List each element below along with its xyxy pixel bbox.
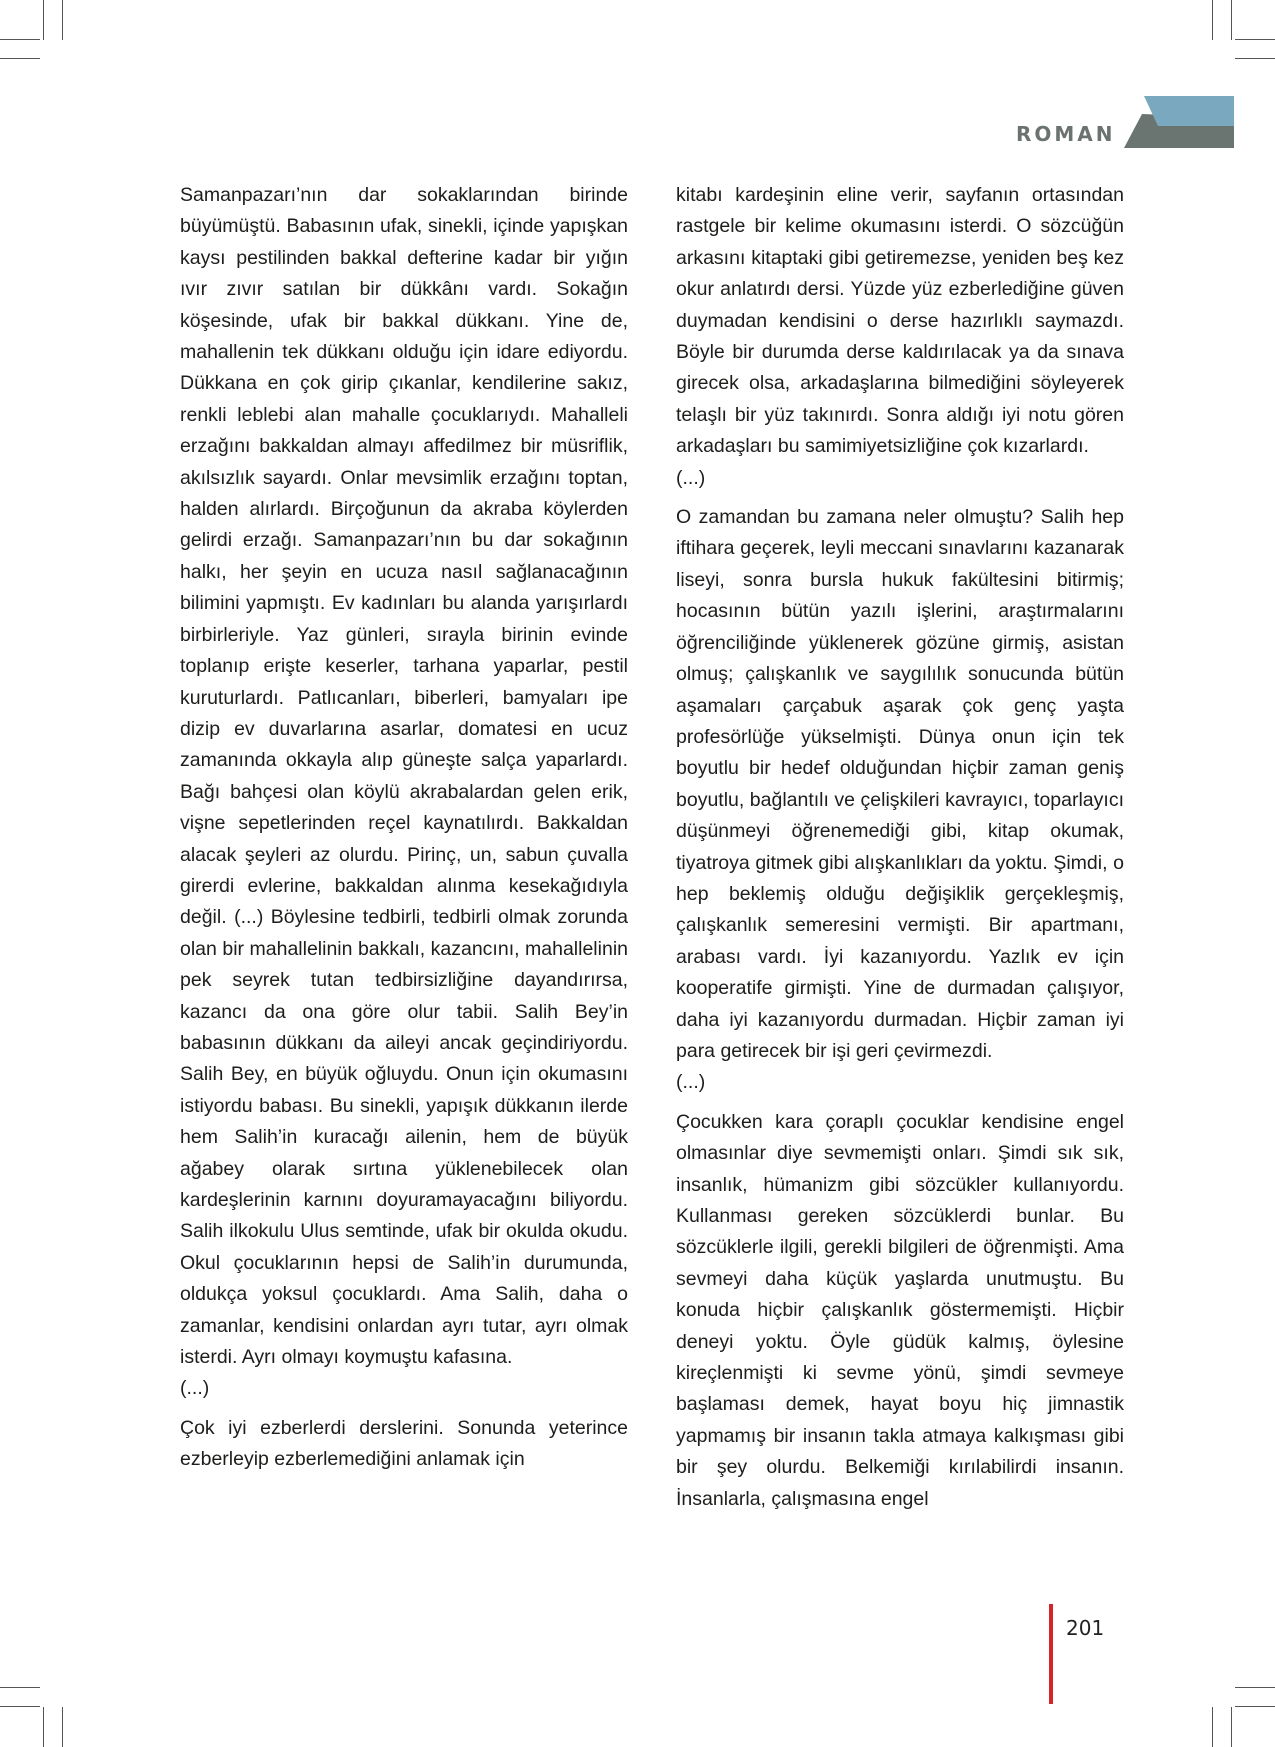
crop-mark [0, 1687, 40, 1688]
crop-mark [43, 0, 44, 40]
crop-mark [62, 0, 63, 40]
ellipsis: (...) [676, 466, 706, 489]
crop-mark [1212, 1707, 1213, 1747]
paragraph: Çocukken kara çoraplı çocuklar kendisine engel olmasınlar diye sevmemişti onları. Şimdi sık sık, insanlık, hümanizm gibi sözcükler kullanıyordu. Kullanması gereken sözcüklerdi bunlar. Bu sözcüklerle ilgili, gerekli bilgileri de öğrenmişti. Ama sevmeyi daha küçük yaşlarda unutmuştu. Bu konuda hiçbir çalışkanlık göstermemişti. Hiçbir deneyi yoktu. Öyle güdük kalmış, öylesine kireçlenmişti ki sevme yönü, şimdi sevmeye başlaması demek, hayat boyu hiç jimnastik yapmamış bir insanın takla atmaya kalkışması gibi bir şey olurdu. Belkemiği kırılabilirdi insanın. İnsanlarla, çalışmasına engel [676, 1110, 1124, 1510]
crop-mark [1235, 1706, 1275, 1707]
paragraph: Çok iyi ezberlerdi derslerini. Sonunda yeterince ezberleyip ezberlemediğini anlamak için [180, 1416, 628, 1471]
paragraph: O zamandan bu zamana neler olmuştu? Salih hep iftihara geçerek, leyli meccani sınavlarını kazanarak liseyi, sonra bursla hukuk fakültesini bitirmiş; hocasının bütün yazılı işlerini, araştırmalarını öğrenciliğinde yüklenerek gözüne girmiş, asistan olmuş; çalışkanlık ve saygılılık sonucunda bütün aşamaları çarçabuk aşarak çok genç yaşta profesörlüğe yükselmişti. Dünya onun için tek boyutlu bir hedef olduğundan hiçbir zaman geniş boyutlu, bağlantılı ve çelişkileri kavrayıcı, toparlayıcı düşünmeyi öğrenemediği gibi, kitap okumak, tiyatroya gitmek gibi alışkanlıkları da yoktu. Şimdi, o hep beklemiş olduğu değişiklik gerçekleşmiş, çalışkanlık semeresini vermişti. Bir apartmanı, arabası vardı. İyi kazanıyordu. Yazlık ev için kooperatife girmişti. Yine de durmadan çalışıyor, daha iyi kazanıyordu durmadan. Hiçbir zaman iyi para getirecek bir işi geri çevirmezdi. [676, 506, 1124, 1062]
crop-mark [0, 58, 40, 59]
crop-mark [1235, 1687, 1275, 1688]
section-decoration [1124, 96, 1234, 148]
crop-mark [1231, 1707, 1232, 1747]
section-label: ROMAN [1016, 122, 1116, 146]
crop-mark [62, 1707, 63, 1747]
crop-mark [1231, 0, 1232, 40]
crop-mark [1235, 58, 1275, 59]
page-marker [1049, 1604, 1053, 1704]
paragraph: kitabı kardeşinin eline verir, sayfanın ortasından rastgele bir kelime okumasını isterdi. O sözcüğün arkasını kitaptaki gibi getiremezse, yeniden beş kez okur anlatırdı dersi. Yüzde yüz ezberlediğine güven duymadan kendisini o derse hazırlıklı saymazdı. Böyle bir durumda derse kaldırılacak ya da sınava girecek olsa, arkadaşlarına bilmediğini söyleyerek telaşlı bir yüz takınırdı. Sonra aldığı iyi notu gören arkadaşları bu samimiyetsizliğine çok kızarlardı. [676, 184, 1124, 458]
crop-mark [0, 1706, 40, 1707]
crop-mark [0, 39, 40, 40]
crop-mark [1212, 0, 1213, 40]
ellipsis: (...) [676, 1071, 706, 1094]
page-number: 201 [1066, 1616, 1105, 1640]
ellipsis: (...) [180, 1377, 210, 1400]
right-column [676, 180, 1124, 1515]
crop-mark [43, 1707, 44, 1747]
section-shape-teal [1144, 96, 1234, 126]
paragraph: Samanpazarı’nın dar sokaklarından birinde büyümüştü. Babasının ufak, sinekli, içinde yapışkan kaysı pestilinden bakkal defterine kadar bir yığın ıvır zıvır satılan bir dükkânı vardı. Sokağın köşesinde, ufak bir bakkal dükkanı. Yine de, mahallenin tek dükkanı olduğu için idare ediyordu. Dükkana en çok girip çıkanlar, kendilerine sakız, renkli leblebi alan mahalle çocuklarıydı. Mahalleli erzağını bakkaldan almayı affedilmez bir müsriflik, akılsızlık sayardı. Onlar mevsimlik erzağını toptan, halden alırlardı. Birçoğunun da akraba köylerden gelirdi erzağı. Samanpazarı’nın bu dar sokağının halkı, her şeyin en ucuza nasıl sağlanacağının bilimini yapmıştı. Ev kadınları bu alanda yarışırlardı birbirleriyle. Yaz günleri, sırayla birinin evinde toplanıp erişte keserler, tarhana yaparlar, pestil kuruturlardı. Patlıcanları, biberleri, bamyaları ipe dizip ev duvarlarına asarlar, domatesi en ucuz zamanında okkayla alıp güneşte salça yaparlardı. Bağı bahçesi olan köylü akrabalardan gelen erik, vişne sepetlerinden reçel kaynatılırdı. Bakkaldan alacak şeyleri az olurdu. Pirinç, un, sabun çuvalla girerdi evlerine, bakkaldan alınma kesekağıdıyla değil. (...) Böylesine tedbirli, tedbirli olmak zorunda olan bir mahallelinin bakkalı, kazancını, mahallelinin pek seyrek tutan tedbirsizliğine dayandırırsa, kazancı da ona göre olur tabii. Salih Bey’in babasının dükkanı da aileyi ancak geçindiriyordu. Salih Bey, en büyük oğluydu. Onun için okumasını istiyordu babası. Bu sinekli, yapışık dükkanın ilerde hem Salih’in kuracağı ailenin, hem de büyük ağabey olarak sırtına yüklenebilecek olan kardeşlerinin karnını doyuramayacağını biliyordu. Salih ilkokulu Ulus semtinde, ufak bir okulda okudu. Okul çocuklarının hepsi de Salih’in durumunda, oldukça yoksul çocuklardı. Ama Salih, daha o zamanlar, kendisini onlardan ayrı tutar, ayrı olmak isterdi. Ayrı olmayı koymuştu kafasına. [180, 184, 628, 1369]
crop-mark [1235, 39, 1275, 40]
left-column [180, 180, 628, 1476]
